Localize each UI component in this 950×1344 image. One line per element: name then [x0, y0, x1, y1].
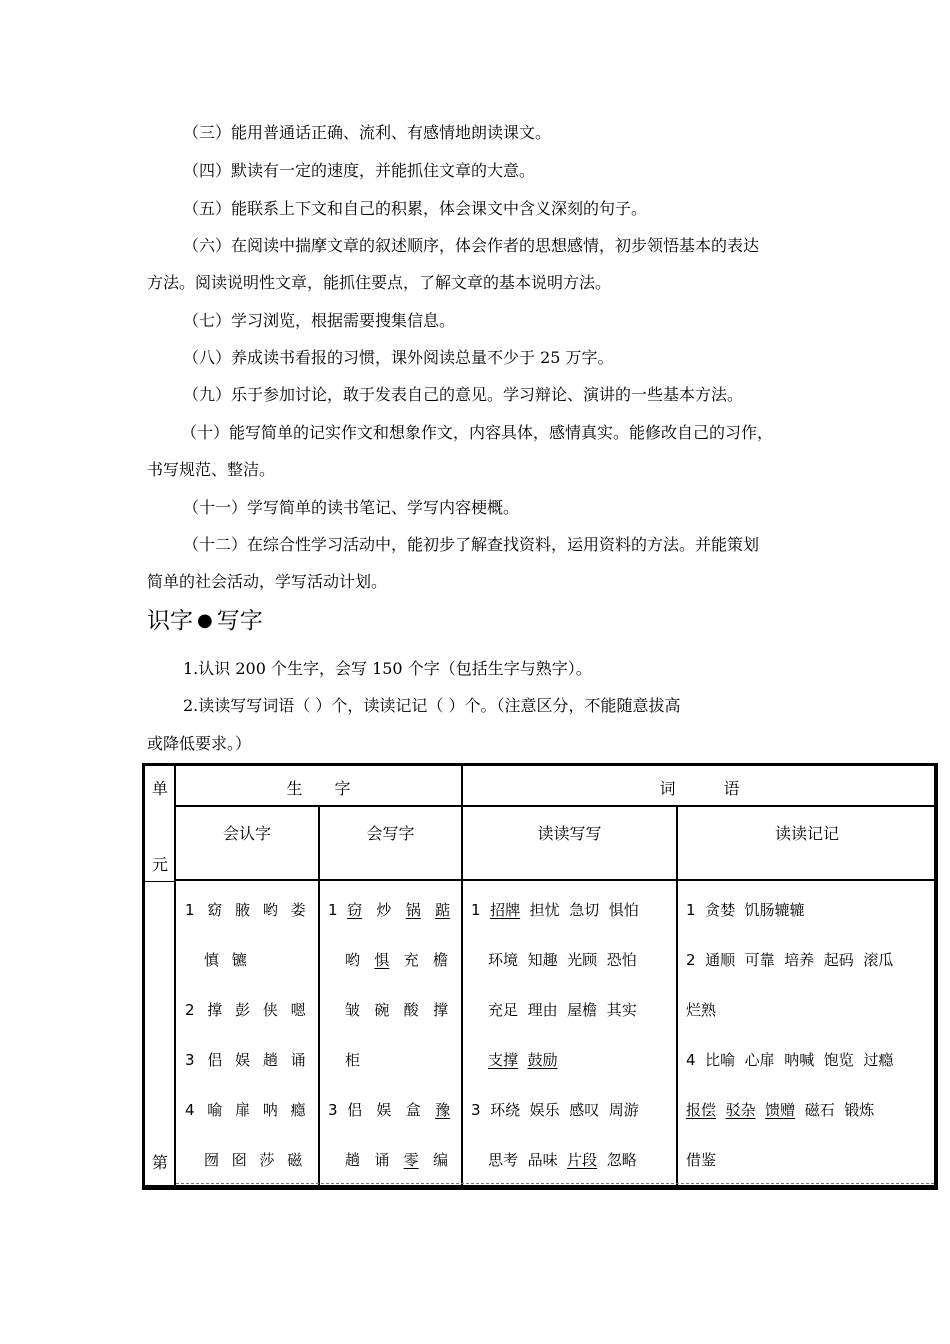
- paragraph-line: （六）在阅读中揣摩文章的叙述顺序，体会作者的思想感情，初步领悟基本的表达: [183, 236, 760, 255]
- paragraph-line: （五）能联系上下文和自己的积累，体会课文中含义深刻的句子。: [183, 199, 648, 218]
- huixiezi-row: 1 窃 炒 锅 踮: [328, 901, 451, 919]
- huixiezi-row: 哟 惧 充 檐: [345, 951, 448, 969]
- shengzi-group-header: 生 字: [286, 779, 351, 798]
- requirement-line: 1.认识 200 个生字，会写 150 个字（包括生字与熟字）。: [183, 659, 592, 678]
- table-divider: [318, 807, 320, 1186]
- bullet-icon: ●: [197, 610, 213, 631]
- duduxiexie-row: 思考 品味 片段 忽略: [488, 1151, 637, 1169]
- huixiezi-row: 趟 诵 零 编: [345, 1151, 448, 1169]
- dudujiji-row: 烂熟: [686, 1001, 717, 1019]
- ciyu-group-header: 词 语: [659, 779, 740, 798]
- huirenzi-row: 1 窈 腋 哟 娄: [185, 901, 310, 919]
- paragraph-line: （十一）学写简单的读书笔记、学写内容梗概。: [183, 498, 520, 517]
- paragraph-line: 简单的社会活动，学写活动计划。: [147, 572, 388, 591]
- paragraph-line: 方法。阅读说明性文章，能抓住要点，了解文章的基本说明方法。: [147, 273, 612, 292]
- paragraph-line: （四）默读有一定的速度，并能抓住文章的大意。: [183, 161, 536, 180]
- huirenzi-row: 3 侣 娱 趟 诵: [185, 1051, 310, 1069]
- huirenzi-row: 4 喻 扉 呐 瘾: [185, 1101, 310, 1119]
- table-divider: [174, 805, 936, 807]
- duduxiexie-row: 3 环绕 娱乐 感叹 周游: [471, 1101, 639, 1119]
- paragraph-line: （十）能写简单的记实作文和想象作文，内容具体，感情真实。能修改自己的习作，: [181, 423, 774, 442]
- paragraph-line: （十二）在综合性学习活动中，能初步了解查找资料，运用资料的方法。并能策划: [183, 535, 760, 554]
- section-heading: [147, 605, 263, 637]
- dudujiji-row: 4 比喻 心扉 呐喊 饱览 过瘾: [686, 1051, 894, 1069]
- duduxiexie-row: 1 招牌 担忧 急切 惧怕: [471, 901, 639, 919]
- huixiezi-row: 柜: [345, 1051, 361, 1069]
- huirenzi-row: 慎 镳: [185, 951, 251, 969]
- huixiezi-row: 皱 碗 酸 撑: [345, 1001, 448, 1019]
- unit-header-bottom: 元: [151, 855, 168, 874]
- dudujiji-row: 借鉴: [686, 1151, 717, 1169]
- requirement-line: 或降低要求。）: [147, 734, 252, 753]
- paragraph-line: （七）学习浏览，根据需要搜集信息。: [183, 311, 456, 330]
- huixiezi-row: 3 侣 娱 盒 豫: [328, 1101, 451, 1119]
- requirement-line: 2.读读写写词语（ ）个，读读记记（ ）个。（注意区分，不能随意拔高: [183, 696, 681, 715]
- unit-header-top: 单: [151, 779, 168, 798]
- dudujiji-row: 报偿 驳杂 馈赠 磁石 锻炼: [686, 1101, 875, 1119]
- duduxiexie-row: 环境 知趣 光顾 恐怕: [488, 951, 637, 969]
- table-divider: [145, 881, 175, 882]
- table-divider: [174, 879, 936, 881]
- dudujiji-row: 1 贪婪 饥肠辘辘: [686, 901, 805, 919]
- dudujiji-row: 2 通顺 可靠 培养 起码 滚瓜: [686, 951, 894, 969]
- table-divider: [176, 1183, 934, 1184]
- paragraph-line: 书写规范、整洁。: [147, 460, 276, 479]
- paragraph-line: （八）养成读书看报的习惯，课外阅读总量不少于 25 万字。: [183, 348, 614, 367]
- heading-right: 写字: [216, 608, 263, 634]
- duduxiexie-row: 充足 理由 屋檐 其实: [488, 1001, 637, 1019]
- duduxiexie-row: 支撑 鼓励: [488, 1051, 558, 1069]
- unit-cell: 第: [151, 1153, 168, 1172]
- duduxiexie-header: 读读写写: [537, 824, 602, 843]
- heading-left: 识字: [147, 608, 193, 634]
- paragraph-line: （九）乐于参加讨论，敢于发表自己的意见。学习辩论、演讲的一些基本方法。: [183, 385, 744, 404]
- paragraph-line: （三）能用普通话正确、流利、有感情地朗读课文。: [183, 123, 552, 142]
- huirenzi-row: 2 撑 彭 侠 嗯: [185, 1001, 310, 1019]
- table-divider: [676, 807, 678, 1186]
- huirenzi-row: 囫 囵 莎 磁: [185, 1151, 307, 1169]
- dudujiji-header: 读读记记: [774, 824, 839, 843]
- huirenzi-header: 会认字: [222, 824, 271, 843]
- huixiezi-header: 会写字: [366, 824, 415, 843]
